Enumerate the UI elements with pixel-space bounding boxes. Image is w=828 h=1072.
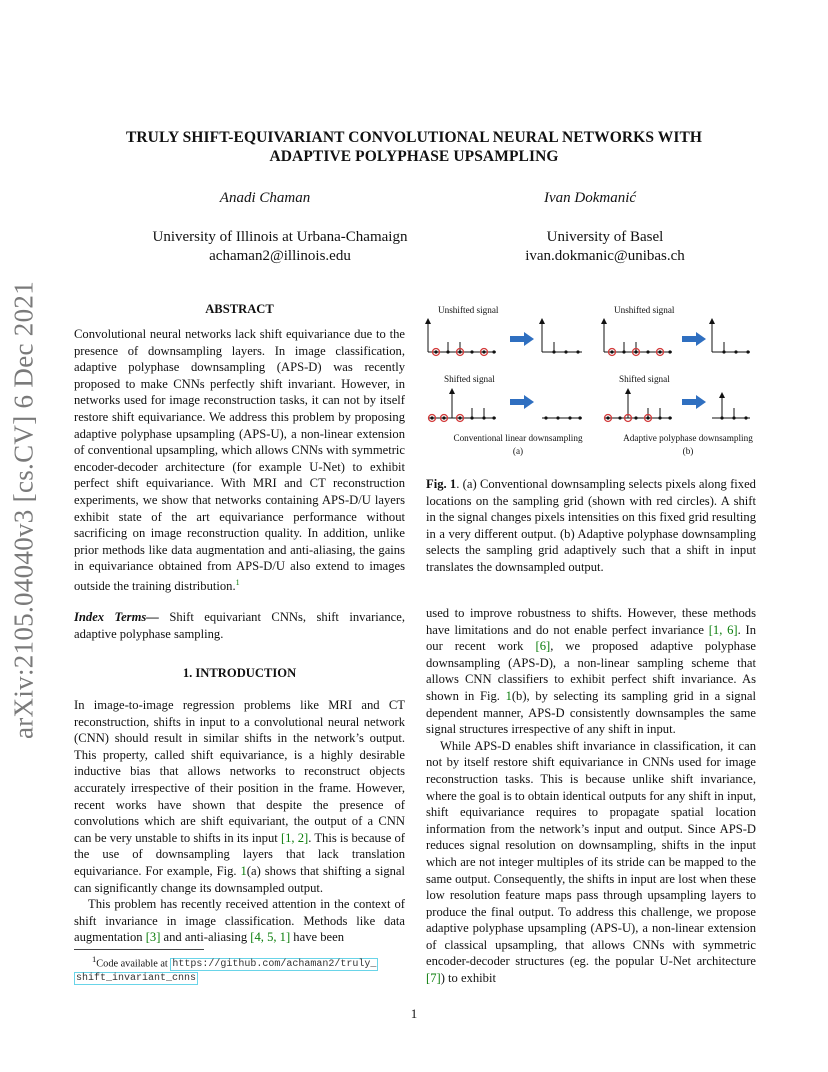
intro-paragraph-1: In image-to-image regression problems like MRI and CT reconstruction, shifts in input to a convolutional neural network (CNN) should result in similar shifts in the network’s output. This property, called shift equivariance, is a highly desirable inductive bias that allows networks to reconstruct objects accurately irrespective of their position in the frame. However, recent works have shown that despite the presence of convolutions which are shift equivariant, the output of a CNN can be very unstable to shifts in its input [1, 2]. This is because of the use of downsampling layers that lack translation equivariance. For example, Fig. 1(a) shows that shifting a signal can significantly change its downsampled output. [74, 698, 406, 895]
abstract-heading: ABSTRACT [205, 302, 274, 316]
arrow-icon [510, 395, 534, 409]
figure-ref-link[interactable]: 1 [240, 863, 247, 878]
figure-ref-link[interactable]: 1 [505, 688, 512, 703]
citation-link[interactable]: [1, 6] [708, 622, 738, 637]
code-url-line-2[interactable]: shift_invariant_cnns [76, 973, 197, 985]
figure-caption [426, 476, 756, 576]
abstract-footnote-mark[interactable]: 1 [235, 577, 240, 587]
intro-body [74, 697, 405, 946]
abstract-text: Convolutional neural networks lack shift equivariance due to the presence of downsampling layers. In image classification, adaptive polyphase downsampling (APS-D) was recently proposed to make CNNs perfectly shift invariant. However, in networks used for image reconstruction tasks, it can not by itself restore shift equivariance. We address this problem by proposing adaptive polyphase upsampling (APS-U), a non-linear extension of conventional upsampling, which allows CNNs with symmetric encoder-decoder architecture (for example U-Net) to exhibit perfect shift equivariance. With MRI and CT reconstruction experiments, we show that networks containing APS-D/U layers exhibit state of the art equivariance performance without sacrificing on image reconstruction quality. In addition, unlike prior methods like data augmentation and anti-aliasing, the gains in equivariance obtained from APS-D/U also extend to images outside the training distribution. [74, 327, 405, 594]
title-line-1: TRULY SHIFT-EQUIVARIANT CONVOLUTIONAL NEURAL NETWORKS WITH [125, 129, 703, 146]
figure-caption-label: Fig. 1 [426, 477, 457, 491]
index-terms [74, 609, 405, 642]
arrow-icon [682, 332, 706, 346]
footnote-text: Code available at [96, 958, 171, 970]
page-number: 1 [410, 1006, 418, 1021]
output-shifted-a [542, 416, 582, 419]
index-terms-text: Shift equivariant CNNs, shift invariance, adaptive polyphase sampling. [74, 610, 405, 641]
label-unshifted-b: Unshifted signal [614, 305, 675, 315]
citation-link[interactable]: [7] [426, 971, 441, 986]
arxiv-stamp [4, 280, 44, 740]
label-shifted-a: Shifted signal [444, 374, 495, 384]
arrow-icon [682, 395, 706, 409]
arrow-icon [510, 332, 534, 346]
panel-a-title: Conventional linear downsampling [453, 433, 583, 443]
author-1-email[interactable]: achaman2@illinois.edu [209, 248, 351, 264]
label-shifted-b: Shifted signal [619, 374, 670, 384]
citation-link[interactable]: [3] [145, 930, 161, 945]
author-2-email[interactable]: ivan.dokmanic@unibas.ch [525, 248, 685, 264]
author-1-affiliation: University of Illinois at Urbana-Chamaign [152, 229, 408, 245]
figure-caption-text: . (a) Conventional downsampling selects pixels along fixed locations on the sampling grid (shown with red circles). A shift in the signal changes pixels intensities on this fixed grid resulting in a very different output. (b) Adaptive polyphase downsampling selects the sampling grid adaptively such that a shift in input translates the downsampled output. [426, 477, 756, 574]
title-line-2: ADAPTIVE POLYPHASE UPSAMPLING [269, 148, 559, 165]
arxiv-id: arXiv:2105.04040v3 [cs.CV] 6 Dec 2021 [8, 280, 39, 740]
panel-b-sublabel: (b) [682, 446, 694, 456]
right-column-body [426, 605, 756, 987]
signal-shifted-b [604, 390, 672, 422]
panel-b-title: Adaptive polyphase downsampling [623, 433, 753, 443]
output-shifted-b [712, 394, 750, 420]
intro-paragraph-2: This problem has recently received attention in the context of shift invariance in image classification. Methods like data augmentation [3] and anti-aliasing [4, 5, 1] have been [74, 897, 405, 945]
code-url-line-1[interactable]: https://github.com/achaman2/truly_ [172, 959, 377, 971]
author-2-affiliation-block [480, 228, 730, 266]
author-2-name: Ivan Dokmanić [543, 190, 637, 206]
citation-link[interactable]: [6] [535, 639, 551, 654]
panel-a-sublabel: (a) [512, 446, 524, 456]
label-unshifted-a: Unshifted signal [438, 305, 499, 315]
figure-1 [424, 300, 760, 460]
right-paragraph-2: While APS-D enables shift invariance in classification, it can not by itself restore shift equivariance in CNNs used for image reconstruction tasks. This is because unlike shift invariance, where the goal is to obtain identical outputs for any shift in input, shift equivariance requires to propagate spatial location information from the network’s input and output. Since APS-D reduces signal resolution on downsampling, shifts in the input which are not integer multiples of its stride can be mapped to the same output. Consequently, the shifts in input are lost when these low resolution feature maps pass through upsampling layers to produce the final output. To address this challenge, we propose adaptive polyphase upsampling (APS-U), a non-linear extension of classical upsampling, that allows CNNs with symmetric encoder-decoder structures (eg. the popular U-Net architecture [7]) to exhibit [426, 738, 756, 986]
right-paragraph-1: used to improve robustness to shifts. However, these methods have limitations and do not enable perfect invariance [1, 6]. In our recent work [6], we proposed adaptive polyphase downsampling (APS-D), a non-linear sampling scheme that allows CNN classifiers to exhibit perfect shift invariance. As shown in Fig. 1(b), by selecting its sampling grid in a signal dependent manner, APS-D consistently downsamples the same signal structures irrespective of any shift in input. [426, 606, 756, 737]
author-1-affiliation-block [120, 228, 440, 266]
footnote-rule [74, 949, 204, 950]
output-unshifted-a [542, 320, 582, 354]
footnote: $^1$Code available at https://github.com/achaman2/truly_ shift_invariant_cnns [76, 954, 377, 985]
index-terms-label: Index Terms— [74, 610, 159, 624]
output-unshifted-b [712, 320, 750, 354]
author-2-affiliation: University of Basel [546, 229, 664, 245]
signal-unshifted-b [604, 320, 672, 356]
intro-heading: 1. INTRODUCTION [182, 666, 297, 680]
author-1-name: Anadi Chaman [219, 190, 311, 206]
abstract-body [74, 326, 405, 595]
citation-link[interactable]: [4, 5, 1] [250, 930, 291, 945]
signal-unshifted-a [428, 320, 496, 356]
citation-link[interactable]: [1, 2] [280, 830, 309, 845]
signal-shifted-a [428, 390, 496, 422]
paper-title [60, 128, 768, 166]
